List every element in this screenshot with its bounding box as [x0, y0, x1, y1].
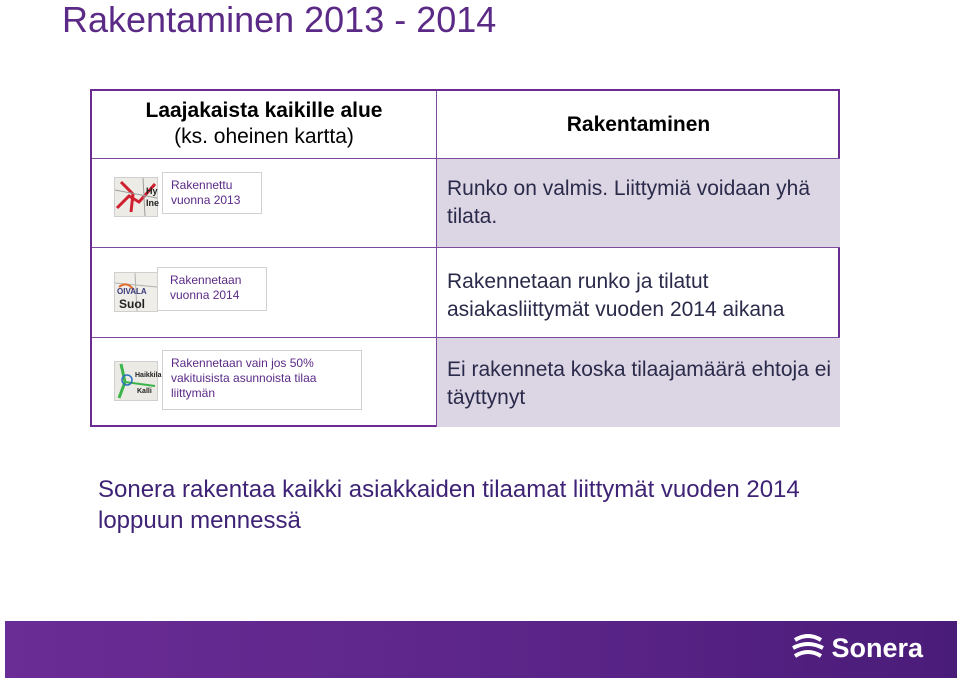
row-built-2013-legend-cell	[92, 159, 437, 248]
conclusion-text: Sonera rakentaa kaikki asiakkaiden tilaamat liittymät vuoden 2014 loppuun mennessä	[98, 476, 800, 534]
row-conditional-legend-cell	[92, 338, 437, 427]
header-construction-cell	[437, 91, 840, 159]
row-built-2013-status-cell	[437, 159, 840, 248]
map-label: OIVALA	[117, 287, 147, 296]
construction-table	[90, 89, 840, 427]
legend-build-2014: Rakennetaan vuonna 2014	[157, 267, 267, 311]
map-thumbnail-icon	[114, 177, 158, 217]
logo-text: Sonera	[831, 633, 923, 663]
status-text: Runko on valmis. Liittymiä voidaan yhä tilata.	[447, 177, 811, 228]
map-label: Suol	[119, 297, 145, 311]
header-construction-title: Rakentaminen	[566, 113, 711, 136]
map-thumbnail-icon	[114, 272, 158, 312]
sonera-logo-icon	[791, 634, 825, 664]
map-label: Hy	[146, 186, 158, 196]
sonera-logo	[791, 633, 923, 664]
map-label: Ine	[146, 198, 160, 208]
row-build-2014-legend-cell	[92, 248, 437, 338]
map-label: Haikkila	[135, 372, 162, 379]
header-area-title: Laajakaista kaikille alue	[145, 99, 383, 122]
header-area-cell	[92, 91, 437, 159]
map-routes-red-icon	[115, 178, 160, 216]
header-area-subtitle: (ks. oheinen kartta)	[174, 125, 354, 148]
map-thumbnail-icon	[114, 361, 162, 401]
row-conditional-status-cell	[437, 338, 840, 427]
map-label: Kalli	[137, 388, 152, 395]
row-build-2014-status-cell	[437, 248, 840, 338]
page-title: Rakentaminen 2013 - 2014	[62, 0, 497, 40]
status-text: Ei rakenneta koska tilaajamäärä ehtoja ei täyttynyt	[447, 358, 832, 409]
legend-conditional: Rakennetaan vain jos 50% vakituisista asunnoista tilaa liittymän	[162, 350, 362, 410]
legend-built-2013: Rakennettu vuonna 2013	[162, 172, 262, 214]
footer-bar	[5, 621, 957, 678]
status-text: Rakennetaan runko ja tilatut asiakasliittymät vuoden 2014 aikana	[447, 270, 785, 321]
